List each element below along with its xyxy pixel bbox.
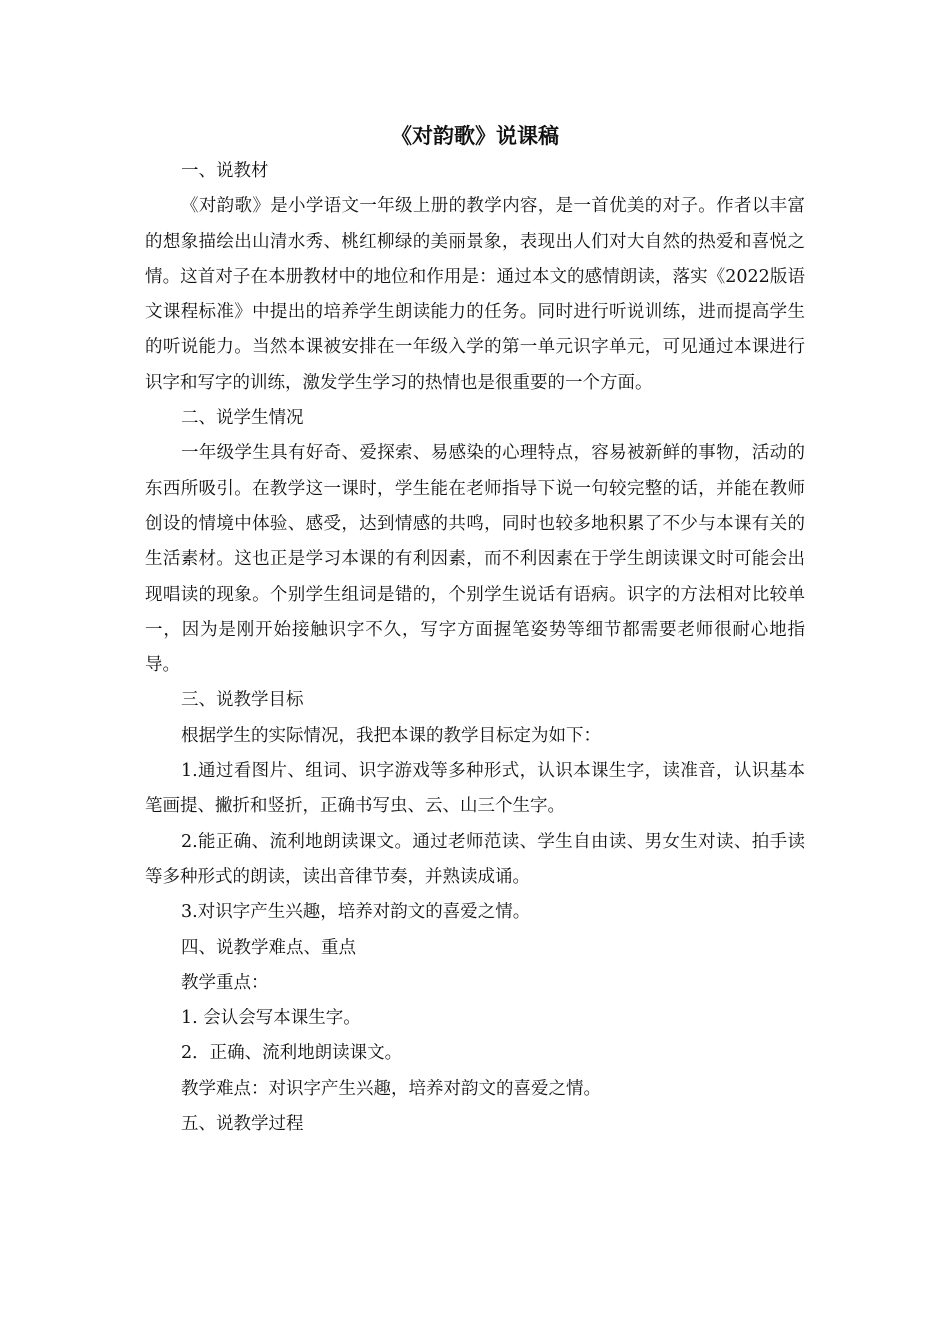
goal-item-1: 1.通过看图片、组词、识字游戏等多种形式，认识本课生字，读准音，认识基本笔画提、撇折和竖折，正确书写虫、云、山三个生字。: [145, 761, 805, 817]
paragraph-students: 一年级学生具有好奇、爱探索、易感染的心理特点，容易被新鲜的事物，活动的东西所吸引。在教学这一课时，学生能在老师指导下说一句较完整的话，并能在教师创设的情境中体验、感受，达到情感的共鸣，同时也较多地积累了不少与本课有关的生活素材。这也正是学习本课的有利因素，而不利因素在于学生朗读课文时可能会出现唱读的现象。个别学生组词是错的，个别学生说话有语病。识字的方法相对比较单一，因为是刚开始接触识字不久，写字方面握笔姿势等细节都需要老师很耐心地指导。: [145, 443, 805, 676]
key-points-label: 教学重点：: [181, 972, 269, 993]
paragraph-textbook: 《对韵歌》是小学语文一年级上册的教学内容，是一首优美的对子。作者以丰富的想象描绘出山清水秀、桃红柳绿的美丽景象，表现出人们对大自然的热爱和喜悦之情。这首对子在本册教材中的地位和作用是：通过本文的感情朗读，落实《2022版语文课程标准》中提出的培养学生朗读能力的任务。同时进行听说训练，进而提高学生的听说能力。当然本课被安排在一年级入学的第一单元识字单元，可见通过本课进行识字和写字的训练，激发学生学习的热情也是很重要的一个方面。: [145, 196, 805, 393]
difficulty-point: 教学难点：对识字产生兴趣，培养对韵文的喜爱之情。: [181, 1078, 601, 1099]
section-heading-key-points: 四、说教学难点、重点: [181, 937, 356, 958]
key-point-2: 2．正确、流利地朗读课文。: [181, 1043, 403, 1064]
section-heading-goals: 三、说教学目标: [181, 690, 304, 711]
goal-item-3: 3.对识字产生兴趣，培养对韵文的喜爱之情。: [181, 902, 531, 923]
key-point-1: 1. 会认会写本课生字。: [181, 1008, 361, 1029]
section-heading-process: 五、说教学过程: [181, 1114, 304, 1135]
paragraph-goals-intro: 根据学生的实际情况，我把本课的教学目标定为如下：: [181, 725, 601, 746]
section-heading-textbook: 一、说教材: [181, 161, 269, 181]
goal-item-2: 2.能正确、流利地朗读课文。通过老师范读、学生自由读、男女生对读、拍手读等多种形式的朗读，读出音律节奏，并熟读成诵。: [145, 831, 805, 887]
document-page: [145, 118, 805, 1142]
document-title: 《对韵歌》说课稿: [391, 124, 559, 148]
section-heading-students: 二、说学生情况: [181, 408, 304, 429]
